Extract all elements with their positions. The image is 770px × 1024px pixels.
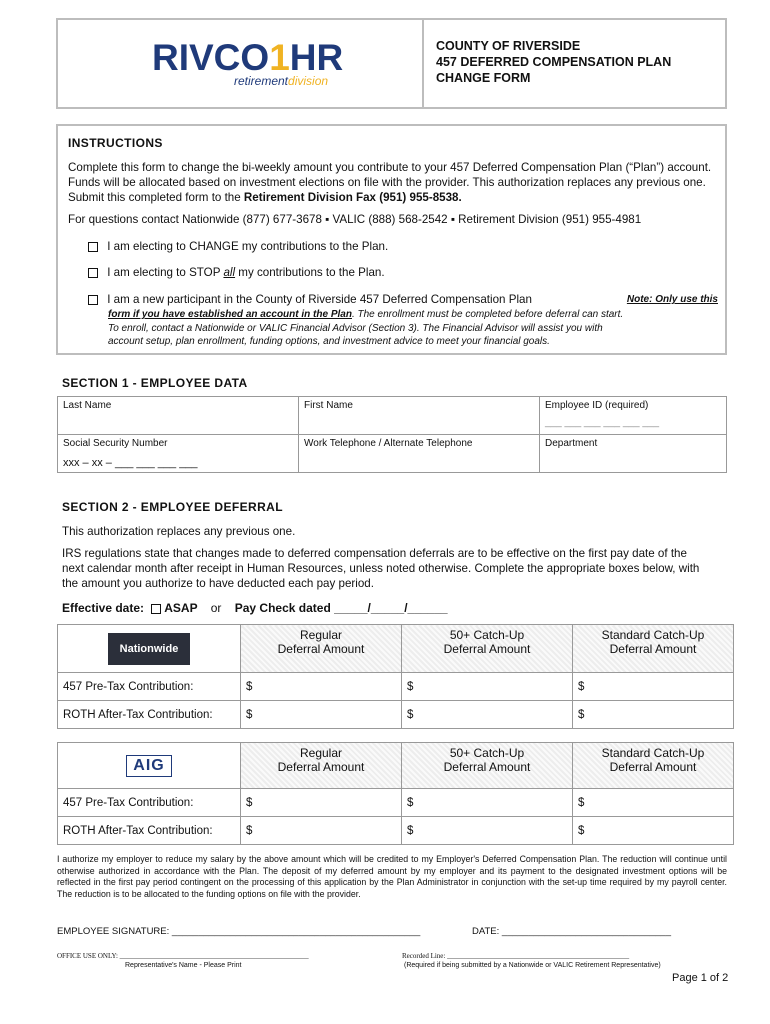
form-title <box>436 38 671 86</box>
ssn-value: xxx – xx – ___ ___ ___ ___ <box>63 457 198 469</box>
or-label: or <box>210 601 222 615</box>
section1-heading: SECTION 1 - EMPLOYEE DATA <box>62 376 248 390</box>
nw-col-regular <box>241 625 402 673</box>
aig-col-standard-l1: Standard Catch-Up <box>601 746 705 760</box>
nw-roth-regular-input[interactable]: $ <box>241 701 402 729</box>
fax-number: Retirement Division Fax (951) 955-8538. <box>243 191 462 204</box>
nw-roth-catchup50-input[interactable]: $ <box>402 701 573 729</box>
note-line-3: To enroll, contact a Nationwide or VALIC Financial Advisor (Section 3). The Financial Advisor will assist you with <box>108 322 603 334</box>
option-new-label: I am a new participant in the County of Riverside 457 Deferred Compensation Plan <box>107 293 532 306</box>
pay-check-date-field[interactable]: Pay Check dated _____/_____/______ <box>234 601 448 615</box>
option-change-label: I am electing to CHANGE my contributions to the Plan. <box>107 240 389 253</box>
effective-date-line <box>62 601 448 615</box>
change-checkbox[interactable] <box>88 242 98 252</box>
aig-pretax-standard-input[interactable]: $ <box>573 789 734 817</box>
effective-date-label: Effective date: <box>62 601 145 615</box>
contacts-line: For questions contact Nationwide (877) 677-3678 ▪ VALIC (888) 568-2542 ▪ Retirement Division (951) 955-4981 <box>68 213 642 226</box>
nw-col-standard <box>573 625 734 673</box>
asap-label: ASAP <box>164 601 198 615</box>
employee-id-field[interactable] <box>540 397 727 435</box>
aig-logo: AIG <box>126 755 171 777</box>
logo-sub-retirement: retirement <box>234 74 289 88</box>
instructions-paragraph <box>68 160 716 205</box>
note-line-2-bold: form if you have established an account in the Plan <box>108 309 352 320</box>
employee-id-blanks: ___ ___ ___ ___ ___ ___ <box>545 417 659 428</box>
nw-col-standard-l2: Deferral Amount <box>609 642 697 656</box>
stop-checkbox[interactable] <box>88 268 98 278</box>
section2-para1: This authorization replaces any previous one. <box>62 525 296 538</box>
office-use-field[interactable]: OFFICE USE ONLY: ______________________________________________________ <box>57 952 309 960</box>
department-label: Department <box>545 438 598 449</box>
aig-pretax-catchup50-input[interactable]: $ <box>402 789 573 817</box>
last-name-label: Last Name <box>63 400 112 411</box>
aig-pretax-label: 457 Pre-Tax Contribution: <box>58 789 241 817</box>
option-stop-all: all <box>223 266 236 279</box>
nw-roth-label: ROTH After-Tax Contribution: <box>58 701 241 729</box>
option-stop <box>88 265 385 280</box>
nw-pretax-catchup50-input[interactable]: $ <box>402 673 573 701</box>
header-box <box>56 18 727 109</box>
logo-sub-division: division <box>288 74 329 88</box>
aig-roth-regular-input[interactable]: $ <box>241 817 402 845</box>
first-name-field[interactable] <box>299 397 540 435</box>
option-stop-label-end: my contributions to the Plan. <box>235 266 385 279</box>
aig-roth-label: ROTH After-Tax Contribution: <box>58 817 241 845</box>
nw-col-regular-l1: Regular <box>299 628 343 642</box>
aig-col-standard-l2: Deferral Amount <box>609 760 697 774</box>
last-name-field[interactable] <box>58 397 299 435</box>
aig-logo-cell <box>58 743 241 789</box>
aig-col-standard <box>573 743 734 789</box>
nationwide-logo-cell <box>58 625 241 673</box>
new-participant-checkbox[interactable] <box>88 295 98 305</box>
aig-col-regular-l2: Deferral Amount <box>277 760 365 774</box>
nw-pretax-label: 457 Pre-Tax Contribution: <box>58 673 241 701</box>
date-field[interactable]: DATE: ________________________________ <box>472 926 671 937</box>
aig-col-catchup50-l2: Deferral Amount <box>443 760 531 774</box>
option-new <box>88 292 718 307</box>
ssn-field[interactable] <box>58 435 299 473</box>
aig-roth-standard-input[interactable]: $ <box>573 817 734 845</box>
work-phone-field[interactable] <box>299 435 540 473</box>
instructions-box <box>56 124 727 355</box>
nw-pretax-standard-input[interactable]: $ <box>573 673 734 701</box>
title-line-2: 457 DEFERRED COMPENSATION PLAN <box>436 55 672 69</box>
logo-one: 1 <box>269 37 290 78</box>
logo-hr: HR <box>289 37 344 78</box>
aig-col-regular <box>241 743 402 789</box>
header-divider <box>422 20 424 107</box>
aig-table <box>57 742 734 845</box>
recorded-line-caption: (Required if being submitted by a Nationwide or VALIC Retirement Representative) <box>404 962 661 969</box>
authorization-text: I authorize my employer to reduce my salary by the above amount which will be credited to my Employer's Deferred Compensation Plan. The reduction will continue until otherwise authorized in accordance with the Plan. The deposit of my deferred amount by my employer and its payment to the designated investment options will be reflected in the first pay period contingent on the processing of this application by the Plan Administrator in conjunction with the set-up time required by my payroll center. The reduction is to be allocated to the funding options on file with the provider. <box>57 854 727 899</box>
note-label: Note: Only use this <box>626 294 718 305</box>
logo-rivco: RIVCO <box>152 37 270 78</box>
nw-col-catchup50-l1: 50+ Catch-Up <box>449 628 525 642</box>
note-line-2 <box>108 308 720 322</box>
employee-data-table <box>57 396 727 473</box>
note-line-2-rest: . The enrollment must be completed before deferral can start. <box>351 309 624 320</box>
nationwide-table <box>57 624 734 729</box>
nw-pretax-regular-input[interactable]: $ <box>241 673 402 701</box>
employee-id-label: Employee ID (required) <box>545 400 649 411</box>
nationwide-logo: Nationwide <box>108 633 191 665</box>
instructions-text: Complete this form to change the bi-weekly amount you contribute to your 457 Deferred Compensation Plan (“Plan”) account. Funds will be allocated based on investment elections on file with the provider. This authorization replaces any previous one. Submit this completed form to the <box>68 161 712 204</box>
asap-checkbox[interactable] <box>151 604 161 614</box>
recorded-line-field[interactable]: Recorded Line: ____________________________________________________ <box>402 952 630 960</box>
instructions-heading: INSTRUCTIONS <box>68 136 163 150</box>
logo-subtitle <box>234 74 328 88</box>
page-number: Page 1 of 2 <box>672 972 729 984</box>
first-name-label: First Name <box>304 400 353 411</box>
note-line-4: account setup, plan enrollment, funding options, and investment advice to meet your financial goals. <box>108 336 550 347</box>
work-phone-label: Work Telephone / Alternate Telephone <box>304 438 473 449</box>
ssn-label: Social Security Number <box>63 438 168 449</box>
aig-roth-catchup50-input[interactable]: $ <box>402 817 573 845</box>
rep-name-caption: Representative's Name - Please Print <box>125 962 242 969</box>
section2-heading: SECTION 2 - EMPLOYEE DEFERRAL <box>62 500 283 514</box>
aig-pretax-regular-input[interactable]: $ <box>241 789 402 817</box>
nw-col-regular-l2: Deferral Amount <box>277 642 365 656</box>
aig-col-regular-l1: Regular <box>299 746 343 760</box>
nw-col-standard-l1: Standard Catch-Up <box>601 628 705 642</box>
section2-para2: IRS regulations state that changes made to deferred compensation deferrals are to be effective on the first pay date of the next calendar month after receipt in Human Resources, unless noted otherwise. Complete the appropriate boxes below, with the amount you authorize to have deducted each pay period. <box>62 547 700 590</box>
title-line-1: COUNTY OF RIVERSIDE <box>436 39 581 53</box>
option-change <box>88 239 388 254</box>
nw-col-catchup50 <box>402 625 573 673</box>
new-participant-note <box>108 308 720 349</box>
option-stop-label: I am electing to STOP <box>107 266 224 279</box>
nw-col-catchup50-l2: Deferral Amount <box>443 642 531 656</box>
department-field[interactable] <box>540 435 727 473</box>
nw-roth-standard-input[interactable]: $ <box>573 701 734 729</box>
aig-col-catchup50-l1: 50+ Catch-Up <box>449 746 525 760</box>
signature-field[interactable]: EMPLOYEE SIGNATURE: _______________________________________________ <box>57 926 421 937</box>
rivco-hr-logo <box>152 39 343 76</box>
title-line-3: CHANGE FORM <box>436 71 531 85</box>
aig-col-catchup50 <box>402 743 573 789</box>
